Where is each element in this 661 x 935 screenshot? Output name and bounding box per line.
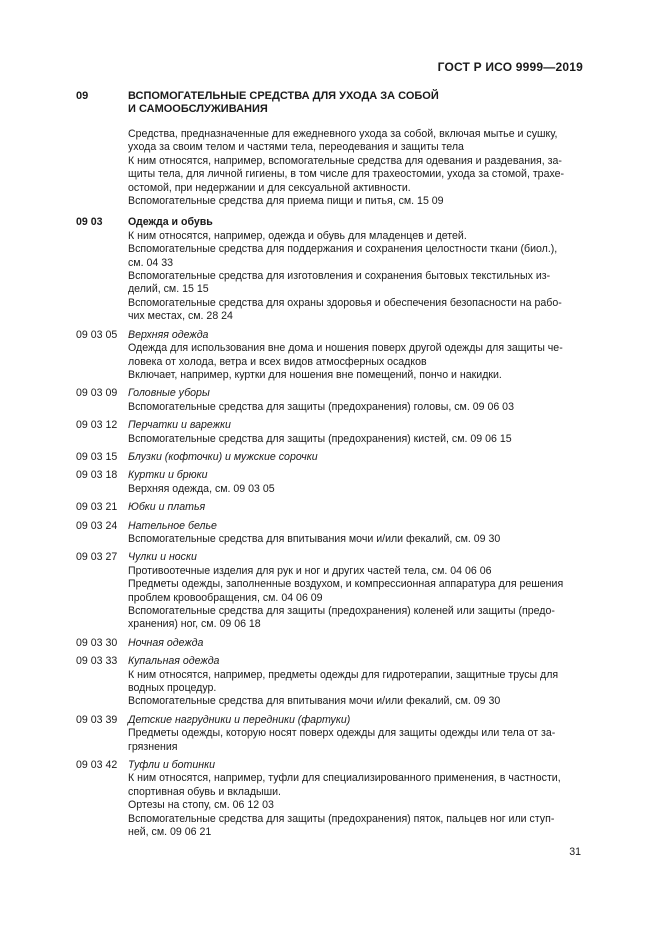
group-code: 09 03 bbox=[76, 216, 103, 229]
item-title: Головные уборы bbox=[128, 387, 210, 400]
item-line: Одежда для использования вне дома и ношения поверх другой одежды для защиты че- ловека от холода, ветра и всех видов атмосферных осадков bbox=[128, 342, 563, 368]
item-code: 09 03 42 bbox=[76, 759, 118, 772]
item-title: Куртки и брюки bbox=[128, 469, 208, 482]
item-line: К ним относятся, например, предметы одежды для гидротерапии, защитные трусы для водных процедур. bbox=[128, 668, 559, 695]
item-list bbox=[76, 329, 584, 840]
item-entry bbox=[76, 387, 584, 414]
group-entry bbox=[76, 216, 584, 323]
item-entry bbox=[76, 637, 584, 650]
item-code: 09 03 39 bbox=[76, 713, 118, 726]
item-entry bbox=[76, 469, 584, 496]
item-entry bbox=[76, 419, 584, 446]
classification-content bbox=[76, 90, 584, 840]
item-line: Вспомогательные средства для защиты (предохранения) пяток, пальцев ног или ступ- ней, см. 09 06 21 bbox=[128, 812, 555, 839]
item-code: 09 03 18 bbox=[76, 469, 118, 482]
item-title: Нательное белье bbox=[128, 519, 217, 532]
item-line: Ортезы на стопу, см. 06 12 03 bbox=[128, 799, 274, 812]
item-entry bbox=[76, 655, 584, 709]
chapter-desc-line: Вспомогательные средства для приема пищи и питья, см. 15 09 bbox=[128, 195, 444, 208]
item-code: 09 03 30 bbox=[76, 636, 118, 649]
chapter-title-line: И САМООБСЛУЖИВАНИЯ bbox=[128, 103, 268, 115]
group-line: Вспомогательные средства для охраны здоровья и обеспечения безопасности на рабо- чих местах, см. 28 24 bbox=[128, 296, 562, 323]
item-entry bbox=[76, 451, 584, 464]
item-entry bbox=[76, 714, 584, 754]
item-code: 09 03 24 bbox=[76, 519, 118, 532]
item-entry bbox=[76, 759, 584, 839]
item-title: Ночная одежда bbox=[128, 636, 204, 649]
item-title: Купальная одежда bbox=[128, 655, 220, 668]
item-line: К ним относятся, например, туфли для специализированного применения, в частности, спортивная обувь и вкладыши. bbox=[128, 772, 561, 798]
item-line: Вспомогательные средства для защиты (предохранения) коленей или защиты (предо- хранения) ног, см. 09 06 18 bbox=[128, 605, 555, 631]
item-entry bbox=[76, 551, 584, 631]
item-code: 09 03 27 bbox=[76, 551, 118, 564]
group-line: Вспомогательные средства для поддержания и сохранения целостности ткани (биол.), см. 04 33 bbox=[128, 243, 558, 269]
chapter-desc-line: Средства, предназначенные для ежедневного ухода за собой, включая мытье и сушку, ухода за своим телом и частями тела, переодевания и защиты тела bbox=[128, 128, 558, 154]
item-title: Детские нагрудники и передники (фартуки) bbox=[128, 713, 351, 726]
item-title: Туфли и ботинки bbox=[128, 759, 215, 772]
item-line: Верхняя одежда, см. 09 03 05 bbox=[128, 482, 275, 495]
item-entry bbox=[76, 329, 584, 383]
chapter-description bbox=[76, 128, 584, 208]
item-entry bbox=[76, 520, 584, 547]
item-title: Блузки (кофточки) и мужские сорочки bbox=[128, 450, 318, 463]
item-line: Предметы одежды, которую носят поверх одежды для защиты одежды или тела от за- грязнения bbox=[128, 727, 556, 753]
chapter-entry bbox=[76, 90, 584, 116]
item-code: 09 03 12 bbox=[76, 419, 118, 432]
item-line: Вспомогательные средства для защиты (предохранения) головы, см. 09 06 03 bbox=[128, 400, 514, 413]
item-title: Чулки и носки bbox=[128, 551, 197, 564]
chapter-desc-line: К ним относятся, например, вспомогательные средства для одевания и раздевания, за- щиты тела, для личной гигиены, в том числе для трахеостомии, ухода за стомой, трахе- остомой, при недержании и для сексуальной активности. bbox=[128, 154, 565, 194]
item-title: Перчатки и варежки bbox=[128, 419, 231, 432]
item-line: Включает, например, куртки для ношения вне помещений, пончо и накидки. bbox=[128, 368, 502, 381]
item-code: 09 03 15 bbox=[76, 450, 118, 463]
item-line: Вспомогательные средства для защиты (предохранения) кистей, см. 09 06 15 bbox=[128, 432, 512, 445]
item-code: 09 03 21 bbox=[76, 501, 118, 514]
item-code: 09 03 33 bbox=[76, 655, 118, 668]
item-title: Верхняя одежда bbox=[128, 328, 209, 341]
group-line: К ним относятся, например, одежда и обувь для младенцев и детей. bbox=[128, 229, 467, 242]
chapter-title-line: ВСПОМОГАТЕЛЬНЫЕ СРЕДСТВА ДЛЯ УХОДА ЗА СОБОЙ bbox=[128, 90, 439, 102]
group-title: Одежда и обувь bbox=[128, 216, 213, 229]
document-header: ГОСТ Р ИСО 9999—2019 bbox=[437, 60, 583, 74]
group-line: Вспомогательные средства для изготовления и сохранения бытовых текстильных из- делий, см. 15 15 bbox=[128, 270, 551, 296]
item-line: Предметы одежды, заполненные воздухом, и компрессионная аппаратура для решения проблем кровообращения, см. 04 06 09 bbox=[128, 578, 564, 604]
item-entry bbox=[76, 501, 584, 514]
item-line: Противоотечные изделия для рук и ног и других частей тела, см. 04 06 06 bbox=[128, 564, 492, 577]
item-line: Вспомогательные средства для впитывания мочи и/или фекалий, см. 09 30 bbox=[128, 695, 501, 708]
page-number: 31 bbox=[569, 846, 581, 858]
chapter-code: 09 bbox=[76, 90, 89, 102]
item-code: 09 03 05 bbox=[76, 328, 118, 341]
item-code: 09 03 09 bbox=[76, 387, 118, 400]
item-line: Вспомогательные средства для впитывания мочи и/или фекалий, см. 09 30 bbox=[128, 532, 501, 545]
item-title: Юбки и платья bbox=[128, 501, 206, 514]
